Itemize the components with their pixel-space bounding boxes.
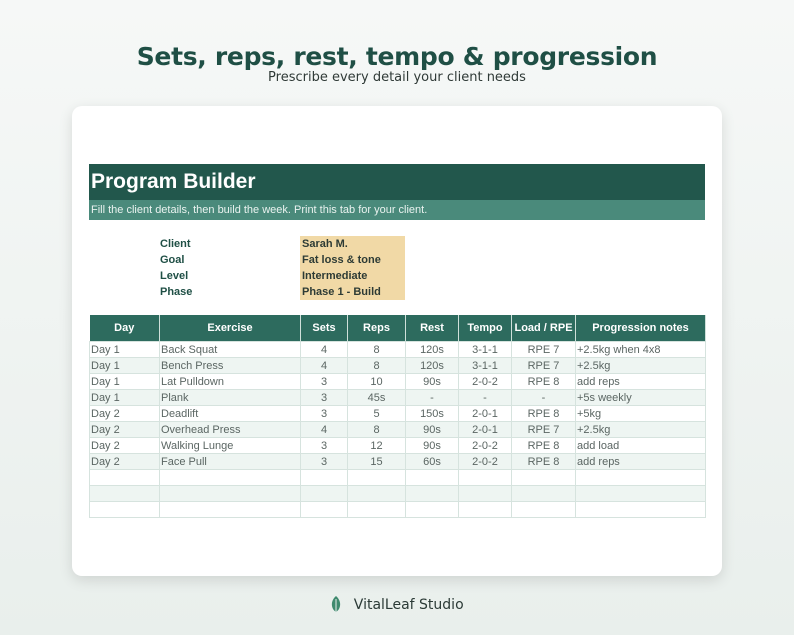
table-row — [90, 342, 706, 358]
phase-field[interactable]: Phase 1 - Build — [300, 284, 405, 300]
cell-day[interactable] — [90, 470, 160, 486]
cell-rest[interactable]: 60s — [406, 454, 459, 470]
cell-exercise[interactable]: Plank — [160, 390, 301, 406]
program-table — [89, 315, 706, 518]
cell-progression[interactable]: +5s weekly — [576, 390, 706, 406]
cell-sets[interactable]: 3 — [301, 438, 348, 454]
cell-exercise[interactable]: Back Squat — [160, 342, 301, 358]
cell-rest[interactable]: 90s — [406, 438, 459, 454]
cell-day[interactable] — [90, 486, 160, 502]
detail-row-phase — [89, 284, 705, 300]
cell-reps[interactable] — [348, 502, 406, 518]
cell-reps[interactable]: 12 — [348, 438, 406, 454]
table-row — [90, 422, 706, 438]
cell-exercise[interactable] — [160, 486, 301, 502]
cell-sets[interactable] — [301, 502, 348, 518]
table-row — [90, 438, 706, 454]
table-row — [90, 406, 706, 422]
cell-day[interactable]: Day 2 — [90, 438, 160, 454]
cell-rest[interactable] — [406, 470, 459, 486]
cell-tempo[interactable] — [459, 470, 512, 486]
cell-rest[interactable]: - — [406, 390, 459, 406]
cell-load[interactable]: RPE 8 — [512, 454, 576, 470]
table-row — [90, 358, 706, 374]
preview-card — [72, 106, 722, 576]
cell-tempo[interactable]: 3-1-1 — [459, 342, 512, 358]
cell-tempo[interactable] — [459, 502, 512, 518]
cell-rest[interactable]: 120s — [406, 342, 459, 358]
footer-brand — [0, 596, 794, 614]
cell-load[interactable]: - — [512, 390, 576, 406]
cell-day[interactable]: Day 2 — [90, 454, 160, 470]
cell-sets[interactable]: 3 — [301, 374, 348, 390]
cell-progression[interactable] — [576, 470, 706, 486]
cell-progression[interactable]: +2.5kg — [576, 422, 706, 438]
cell-progression[interactable]: add reps — [576, 454, 706, 470]
cell-tempo[interactable]: 2-0-1 — [459, 406, 512, 422]
cell-exercise[interactable]: Bench Press — [160, 358, 301, 374]
cell-day[interactable]: Day 1 — [90, 374, 160, 390]
cell-tempo[interactable]: 3-1-1 — [459, 358, 512, 374]
table-body — [90, 342, 706, 518]
cell-reps[interactable]: 8 — [348, 422, 406, 438]
cell-day[interactable]: Day 2 — [90, 406, 160, 422]
cell-progression[interactable] — [576, 502, 706, 518]
cell-tempo[interactable]: 2-0-2 — [459, 374, 512, 390]
detail-row-goal — [89, 252, 705, 268]
cell-reps[interactable]: 45s — [348, 390, 406, 406]
goal-field[interactable]: Fat loss & tone — [300, 252, 405, 268]
sheet-title: Program Builder — [89, 164, 705, 200]
cell-tempo[interactable]: - — [459, 390, 512, 406]
cell-sets[interactable]: 4 — [301, 422, 348, 438]
column-header-day[interactable]: Day — [90, 315, 160, 342]
detail-row-client — [89, 236, 705, 252]
cell-reps[interactable] — [348, 470, 406, 486]
cell-reps[interactable]: 8 — [348, 342, 406, 358]
level-field[interactable]: Intermediate — [300, 268, 405, 284]
cell-tempo[interactable]: 2-0-2 — [459, 454, 512, 470]
cell-progression[interactable]: add reps — [576, 374, 706, 390]
cell-day[interactable]: Day 1 — [90, 342, 160, 358]
column-header-reps[interactable]: Reps — [348, 315, 406, 342]
cell-progression[interactable] — [576, 486, 706, 502]
cell-load[interactable] — [512, 470, 576, 486]
cell-day[interactable]: Day 1 — [90, 390, 160, 406]
detail-label: Level — [160, 270, 189, 282]
sheet-instructions: Fill the client details, then build the week. Print this tab for your client. — [89, 200, 705, 220]
cell-reps[interactable]: 10 — [348, 374, 406, 390]
cell-exercise[interactable]: Overhead Press — [160, 422, 301, 438]
spreadsheet — [89, 164, 705, 468]
cell-rest[interactable] — [406, 486, 459, 502]
column-header-exercise[interactable]: Exercise — [160, 315, 301, 342]
cell-exercise[interactable]: Lat Pulldown — [160, 374, 301, 390]
column-header-load[interactable]: Load / RPE — [512, 315, 576, 342]
cell-reps[interactable]: 8 — [348, 358, 406, 374]
cell-rest[interactable]: 90s — [406, 422, 459, 438]
table-row — [90, 454, 706, 470]
cell-day[interactable]: Day 1 — [90, 358, 160, 374]
cell-sets[interactable] — [301, 470, 348, 486]
column-header-progression[interactable]: Progression notes — [576, 315, 706, 342]
brand-name: VitalLeaf Studio — [353, 597, 464, 613]
detail-label: Client — [160, 238, 191, 250]
cell-progression[interactable]: +2.5kg when 4x8 — [576, 342, 706, 358]
cell-reps[interactable]: 15 — [348, 454, 406, 470]
column-header-tempo[interactable]: Tempo — [459, 315, 512, 342]
hero-subtitle: Prescribe every detail your client needs — [268, 70, 526, 85]
cell-exercise[interactable]: Face Pull — [160, 454, 301, 470]
cell-load[interactable]: RPE 7 — [512, 422, 576, 438]
cell-load[interactable]: RPE 7 — [512, 342, 576, 358]
cell-sets[interactable]: 3 — [301, 406, 348, 422]
table-row — [90, 502, 706, 518]
cell-progression[interactable]: +5kg — [576, 406, 706, 422]
cell-rest[interactable]: 120s — [406, 358, 459, 374]
detail-row-level — [89, 268, 705, 284]
cell-progression[interactable]: +2.5kg — [576, 358, 706, 374]
cell-exercise[interactable]: Walking Lunge — [160, 438, 301, 454]
leaf-icon — [330, 596, 342, 614]
cell-exercise[interactable] — [160, 470, 301, 486]
cell-sets[interactable]: 3 — [301, 390, 348, 406]
cell-exercise[interactable] — [160, 502, 301, 518]
cell-load[interactable]: RPE 7 — [512, 358, 576, 374]
client-field[interactable]: Sarah M. — [300, 236, 405, 252]
cell-rest[interactable] — [406, 502, 459, 518]
table-row — [90, 390, 706, 406]
detail-label: Phase — [160, 286, 193, 298]
cell-day[interactable] — [90, 502, 160, 518]
table-row — [90, 486, 706, 502]
cell-exercise[interactable]: Deadlift — [160, 406, 301, 422]
cell-tempo[interactable]: 2-0-1 — [459, 422, 512, 438]
cell-progression[interactable]: add load — [576, 438, 706, 454]
cell-reps[interactable] — [348, 486, 406, 502]
cell-rest[interactable]: 150s — [406, 406, 459, 422]
cell-load[interactable]: RPE 8 — [512, 374, 576, 390]
column-header-sets[interactable]: Sets — [301, 315, 348, 342]
cell-load[interactable] — [512, 486, 576, 502]
cell-sets[interactable]: 4 — [301, 358, 348, 374]
cell-rest[interactable]: 90s — [406, 374, 459, 390]
table-row — [90, 374, 706, 390]
cell-load[interactable]: RPE 8 — [512, 438, 576, 454]
table-row — [90, 470, 706, 486]
table-header-row — [90, 315, 706, 342]
hero-title: Sets, reps, rest, tempo & progression — [136, 42, 658, 71]
cell-load[interactable]: RPE 8 — [512, 406, 576, 422]
cell-load[interactable] — [512, 502, 576, 518]
cell-sets[interactable] — [301, 486, 348, 502]
detail-label: Goal — [160, 254, 185, 266]
cell-tempo[interactable]: 2-0-2 — [459, 438, 512, 454]
cell-day[interactable]: Day 2 — [90, 422, 160, 438]
cell-sets[interactable]: 4 — [301, 342, 348, 358]
cell-sets[interactable]: 3 — [301, 454, 348, 470]
column-header-rest[interactable]: Rest — [406, 315, 459, 342]
cell-reps[interactable]: 5 — [348, 406, 406, 422]
cell-tempo[interactable] — [459, 486, 512, 502]
